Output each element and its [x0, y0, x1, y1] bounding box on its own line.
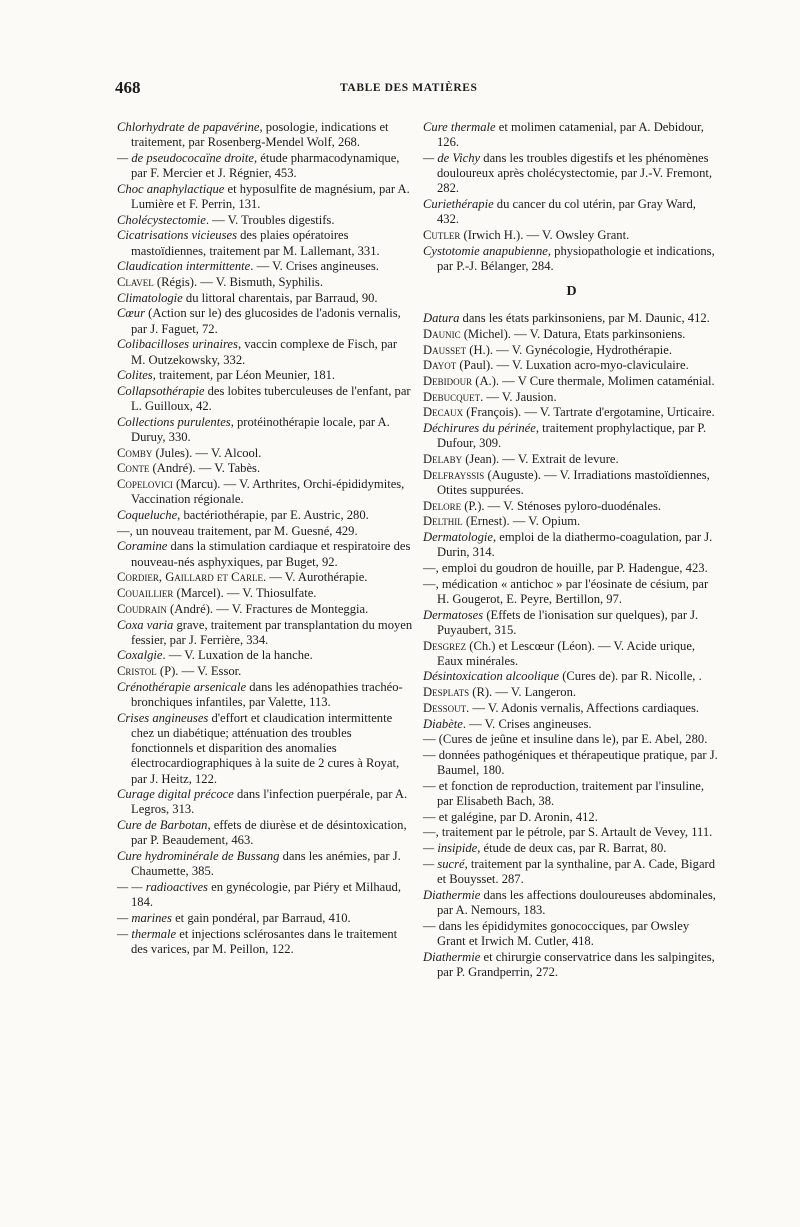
entry-author-name: Dayot — [423, 358, 457, 373]
index-entry — [423, 841, 720, 856]
entry-text: , emploi de la diathermo-coagulation, par J. Durin, 314. — [437, 530, 713, 560]
index-entry — [423, 577, 720, 607]
index-entry — [117, 477, 414, 507]
index-entry — [423, 120, 720, 150]
entry-text: (Marcu). — V. Arthrites, Orchi-épididymites, Vaccination régionale. — [131, 477, 405, 507]
index-entry — [117, 508, 414, 523]
index-entry — [423, 857, 720, 887]
entry-text: (Ernest). — V. Opium. — [462, 514, 581, 529]
entry-text: . — V. Aurothérapie. — [262, 570, 368, 585]
entry-text: (Régis). — V. Bismuth, Syphilis. — [153, 275, 323, 290]
index-entry — [117, 182, 414, 212]
index-entry — [423, 311, 720, 326]
entry-text: , vaccin complexe de Fisch, par M. Outzekowsky, 332. — [131, 337, 398, 367]
entry-author-name: Conte — [117, 461, 150, 476]
index-entry — [423, 748, 720, 778]
entry-text: (Jean). — V. Extrait de levure. — [462, 452, 619, 467]
entry-text: , bactériothérapie, par E. Austric, 280. — [177, 508, 369, 523]
entry-text: (R). — V. Langeron. — [469, 685, 577, 700]
index-entry — [117, 120, 414, 150]
entry-author-name: Comby — [117, 445, 153, 460]
index-entry — [117, 461, 414, 476]
index-entry — [423, 343, 720, 358]
entry-term: Désintoxication alcoolique — [423, 669, 560, 684]
entry-text: . — V. Troubles digestifs. — [205, 212, 335, 227]
index-d-entries — [423, 311, 720, 980]
entry-text: —, emploi du goudron de houille, par P. Hadengue, 423. — [423, 560, 708, 575]
entry-author-name: Debidour — [423, 374, 473, 389]
entry-text: . — V. Adonis vernalis, Affections cardiaques. — [466, 700, 700, 715]
index-entry — [423, 639, 720, 669]
index-entry — [117, 368, 414, 383]
entry-term: Coramine — [117, 539, 168, 554]
index-entry — [117, 306, 414, 336]
entry-text: —, médication « antichoc » par l'éosinate de césium, par H. Gougerot, E. Peyre, Bertillon, 97. — [423, 576, 709, 606]
index-entry — [423, 374, 720, 389]
entry-text: , physiopathologie et indications, par P.-J. Bélanger, 284. — [437, 243, 715, 273]
entry-author-name: Decaux — [423, 405, 464, 420]
index-entry — [117, 911, 414, 926]
index-entry — [423, 358, 720, 373]
index-entry — [117, 602, 414, 617]
entry-text: — dans les épididymites gonococciques, par Owsley Grant et Irwich M. Cutler, 418. — [423, 918, 690, 948]
index-entry — [423, 327, 720, 342]
entry-text: , étude de deux cas, par R. Barrat, 80. — [477, 841, 667, 856]
index-entry — [423, 228, 720, 243]
entry-text: et injections sclérosantes dans le traitement des varices, par M. Peillon, 122. — [131, 926, 398, 956]
index-entry — [423, 685, 720, 700]
entry-text: — données pathogéniques et thérapeutique pratique, par J. Baumel, 180. — [423, 747, 718, 778]
entry-term: — thermale — [117, 926, 177, 941]
entry-term: Curage digital précoce — [117, 787, 234, 802]
entry-text: (Jules). — V. Alcool. — [152, 445, 262, 460]
entry-term: Dermatologie — [423, 530, 493, 545]
page-header — [115, 78, 715, 98]
index-entry — [423, 669, 720, 684]
entry-author-name: Debucquet — [423, 389, 481, 404]
index-entry — [117, 446, 414, 461]
index-entry — [423, 779, 720, 809]
entry-term: — de pseudococaïne droite — [117, 150, 254, 165]
index-entry — [117, 849, 414, 879]
index-entry — [423, 810, 720, 825]
index-entry — [423, 950, 720, 980]
index-entry — [117, 586, 414, 601]
entry-text: (H.). — V. Gynécologie, Hydrothérapie. — [466, 342, 672, 357]
index-entry — [117, 664, 414, 679]
entry-term: Crises angineuses — [117, 710, 209, 725]
entry-term: Cœur — [117, 306, 145, 321]
entry-term: Diathermie — [423, 887, 481, 902]
entry-text: des plaies opératoires mastoïdiennes, traitement par M. Lallemant, 331. — [131, 228, 380, 258]
index-entry — [423, 701, 720, 716]
entry-term: Claudication intermittente — [117, 259, 251, 274]
page-number: 468 — [115, 78, 141, 97]
entry-text: dans les affections douloureuses abdominales, par A. Nemours, 183. — [437, 887, 716, 917]
entry-text: (André). — V. Fractures de Monteggia. — [166, 601, 369, 616]
entry-author-name: Delore — [423, 498, 462, 513]
entry-text: , posologie, indications et traitement, par Rosenberg-Mendel Wolf, 268. — [131, 120, 389, 150]
entry-term: — sucré — [423, 856, 465, 871]
entry-text: (P.). — V. Sténoses pyloro-duodénales. — [461, 498, 662, 513]
section-letter-d: D — [566, 284, 577, 300]
entry-term: Coxa varia — [117, 617, 174, 632]
index-entry — [423, 919, 720, 949]
index-entry — [117, 818, 414, 848]
index-entry — [117, 539, 414, 569]
entry-term: Cure hydrominérale de Bussang — [117, 849, 280, 864]
index-entry — [117, 927, 414, 957]
entry-text: —, un nouveau traitement, par M. Guesné, 429. — [117, 523, 358, 538]
index-entry — [117, 259, 414, 274]
entry-text: (Irwich H.). — V. Owsley Grant. — [460, 227, 630, 242]
entry-term: — marines — [117, 910, 172, 925]
entry-text: (Auguste). — V. Irradiations mastoïdiennes, Otites suppurées. — [437, 467, 710, 497]
entry-text: dans les états parkinsoniens, par M. Daunic, 412. — [459, 311, 710, 326]
entry-term: — de Vichy — [423, 150, 481, 165]
entry-text: dans les troubles digestifs et les phénomènes douloureux après cholécystectomie, par J.-V. Fremont, 282. — [437, 150, 713, 196]
index-entry — [117, 711, 414, 787]
entry-author-name: Dausset — [423, 342, 467, 357]
entry-text: (Paul). — V. Luxation acro-myo-claviculaire. — [456, 358, 689, 373]
index-entry — [423, 421, 720, 451]
index-column-right — [423, 120, 720, 980]
entry-term: Climatologie — [117, 290, 183, 305]
index-entry — [117, 880, 414, 910]
entry-term: Cure thermale — [423, 120, 496, 134]
entry-term: Crénothérapie arsenicale — [117, 679, 247, 694]
entry-author-name: Desplats — [423, 685, 470, 700]
entry-author-name: Cutler — [423, 227, 461, 242]
index-entry — [423, 717, 720, 732]
entry-text: . — V. Crises angineuses. — [462, 716, 592, 731]
entry-term: Choc anaphylactique — [117, 181, 225, 196]
entry-text: (André). — V. Tabès. — [149, 461, 261, 476]
entry-author-name: Delaby — [423, 452, 463, 467]
index-entry — [423, 452, 720, 467]
index-entry — [117, 291, 414, 306]
index-entry — [423, 825, 720, 840]
entry-text: et gain pondéral, par Barraud, 410. — [171, 910, 351, 925]
entry-text: — et galégine, par D. Aronin, 412. — [423, 809, 598, 824]
entry-text: , effets de diurèse et de désintoxication, par P. Beaudement, 463. — [131, 818, 407, 848]
entry-term: — — radioactives — [117, 879, 208, 894]
index-entry — [423, 530, 720, 560]
index-entry — [117, 618, 414, 648]
index-entry — [423, 197, 720, 227]
entry-author-name: Dessout — [423, 700, 467, 715]
entry-text: grave, traitement par transplantation du moyen fessier, par J. Ferrière, 334. — [131, 617, 413, 647]
index-entry — [423, 732, 720, 747]
index-entry — [117, 787, 414, 817]
entry-author-name: Delthil — [423, 514, 463, 529]
index-entry — [117, 570, 414, 585]
entry-term: Coxalgie — [117, 648, 163, 663]
index-entry — [423, 151, 720, 197]
entry-author-name: Delfrayssis — [423, 467, 485, 482]
entry-text: (Marcel). — V. Thiosulfate. — [173, 586, 317, 601]
entry-text: du cancer du col utérin, par Gray Ward, 432. — [437, 197, 696, 227]
entry-term: Cure de Barbotan — [117, 818, 208, 833]
index-entry — [423, 561, 720, 576]
index-entry — [117, 524, 414, 539]
index-entry — [117, 337, 414, 367]
entry-text: et hyposulfite de magnésium, par A. Lumière et F. Perrin, 131. — [131, 181, 410, 212]
entry-author-name: Clavel — [117, 275, 154, 290]
entry-term: Colibacilloses urinaires — [117, 337, 238, 352]
index-c-continued — [423, 120, 720, 274]
entry-author-name: Copelovici — [117, 477, 173, 492]
entry-term: Curiethérapie — [423, 197, 494, 212]
entry-text: . — V. Luxation de la hanche. — [162, 648, 313, 663]
entry-text: des lobites tuberculeuses de l'enfant, par L. Guilloux, 42. — [131, 383, 411, 414]
index-entry — [423, 608, 720, 638]
entry-term: Colites — [117, 368, 153, 383]
entry-text: — (Cures de jeûne et insuline dans le), par E. Abel, 280. — [423, 732, 708, 747]
entry-text: , traitement prophylactique, par P. Dufour, 309. — [437, 421, 707, 451]
index-entry — [423, 514, 720, 529]
index-entry — [117, 151, 414, 181]
index-entry — [117, 680, 414, 710]
entry-term: Dermatoses — [423, 607, 484, 622]
running-title: TABLE DES MATIÈRES — [340, 82, 478, 94]
index-entry — [423, 499, 720, 514]
entry-text: . — V. Crises angineuses. — [250, 259, 379, 274]
index-entry — [117, 415, 414, 445]
entry-text: , étude pharmacodynamique, par F. Mercier et J. Régnier, 453. — [131, 150, 400, 181]
entry-text: (P). — V. Essor. — [156, 664, 242, 679]
entry-text: , protéinothérapie locale, par A. Duruy, 330. — [131, 414, 390, 445]
index-entry — [423, 405, 720, 420]
entry-text: et chirurgie conservatrice dans les salpingites, par P. Grandperrin, 272. — [437, 949, 715, 979]
entry-term: Cholécystectomie — [117, 212, 206, 227]
entry-term: Collections purulentes — [117, 414, 231, 429]
index-entry — [423, 888, 720, 918]
entry-term: Chlorhydrate de papavérine — [117, 120, 260, 134]
entry-term: Cystotomie anapubienne — [423, 243, 548, 258]
entry-text: (Action sur le) des glucosides de l'adonis vernalis, par J. Faguet, 72. — [131, 306, 401, 336]
entry-text: dans la stimulation cardiaque et respiratoire des nouveau-nés asphyxiques, par Buget, 92. — [131, 539, 411, 569]
entry-text: — et fonction de reproduction, traitement par l'insuline, par Elisabeth Bach, 38. — [423, 778, 704, 809]
entry-author-name: Couaillier — [117, 586, 174, 601]
entry-text: , traitement, par Léon Meunier, 181. — [152, 368, 336, 383]
entry-text: (François). — V. Tartrate d'ergotamine, Urticaire. — [463, 405, 715, 420]
entry-term: Diathermie — [423, 949, 481, 964]
index-entry — [117, 384, 414, 414]
entry-text: —, traitement par le pétrole, par S. Artault de Vevey, 111. — [423, 825, 713, 840]
entry-text: (Ch.) et Lescœur (Léon). — V. Acide urique, Eaux minérales. — [437, 638, 696, 668]
entry-text: d'effort et claudication intermittente chez un diabétique; atténuation des troubles fonctionnels et disparition des anomalies électrocardiographiques à la suite de 2 cures à Royat, par J. Heitz, 122. — [131, 710, 400, 786]
entry-text: (Effets de l'ionisation sur quelques), par J. Puyaubert, 315. — [437, 607, 699, 637]
entry-author-name: Desgrez — [423, 638, 467, 653]
entry-text: (Michel). — V. Datura, Etats parkinsoniens. — [460, 326, 686, 341]
index-entry — [423, 390, 720, 405]
entry-author-name: Daunic — [423, 326, 461, 341]
entry-term: Déchirures du périnée — [423, 421, 536, 436]
entry-term: Coqueluche — [117, 508, 178, 523]
entry-term: Cicatrisations vicieuses — [117, 228, 237, 243]
index-column-left — [117, 120, 414, 957]
entry-author-name: Coudrain — [117, 601, 167, 616]
entry-text: dans les adénopathies trachéo-bronchiques infantiles, par Valette, 113. — [131, 679, 403, 710]
entry-text: , traitement par la synthaline, par A. Cade, Bigard et Bouysset. 287. — [437, 856, 716, 887]
entry-term: Diabète — [423, 716, 463, 731]
index-entry — [117, 213, 414, 228]
index-entry — [423, 468, 720, 498]
entry-text: . — V. Jausion. — [480, 389, 557, 404]
entry-text: du littoral charentais, par Barraud, 90. — [182, 290, 378, 305]
entry-term: Datura — [423, 311, 460, 326]
entry-author-name: Cordier, Gaillard et Carle — [117, 570, 263, 585]
entry-text: et molimen catamenial, par A. Debidour, 126. — [437, 120, 704, 150]
index-entry — [117, 228, 414, 258]
index-entry — [117, 275, 414, 290]
index-entry — [117, 648, 414, 663]
entry-text: dans les anémies, par J. Chaumette, 385. — [131, 849, 401, 879]
entry-term: Collapsothérapie — [117, 383, 205, 398]
entry-text: (A.). — V Cure thermale, Molimen cataménial. — [472, 374, 715, 389]
index-entry — [423, 244, 720, 274]
entry-text: (Cures de). par R. Nicolle, . — [559, 669, 702, 684]
entry-term: — insipide — [423, 841, 478, 856]
entry-text: dans l'infection puerpérale, par A. Legros, 313. — [131, 787, 408, 817]
entry-text: en gynécologie, par Piéry et Milhaud, 184. — [131, 879, 402, 910]
entry-author-name: Cristol — [117, 664, 157, 679]
